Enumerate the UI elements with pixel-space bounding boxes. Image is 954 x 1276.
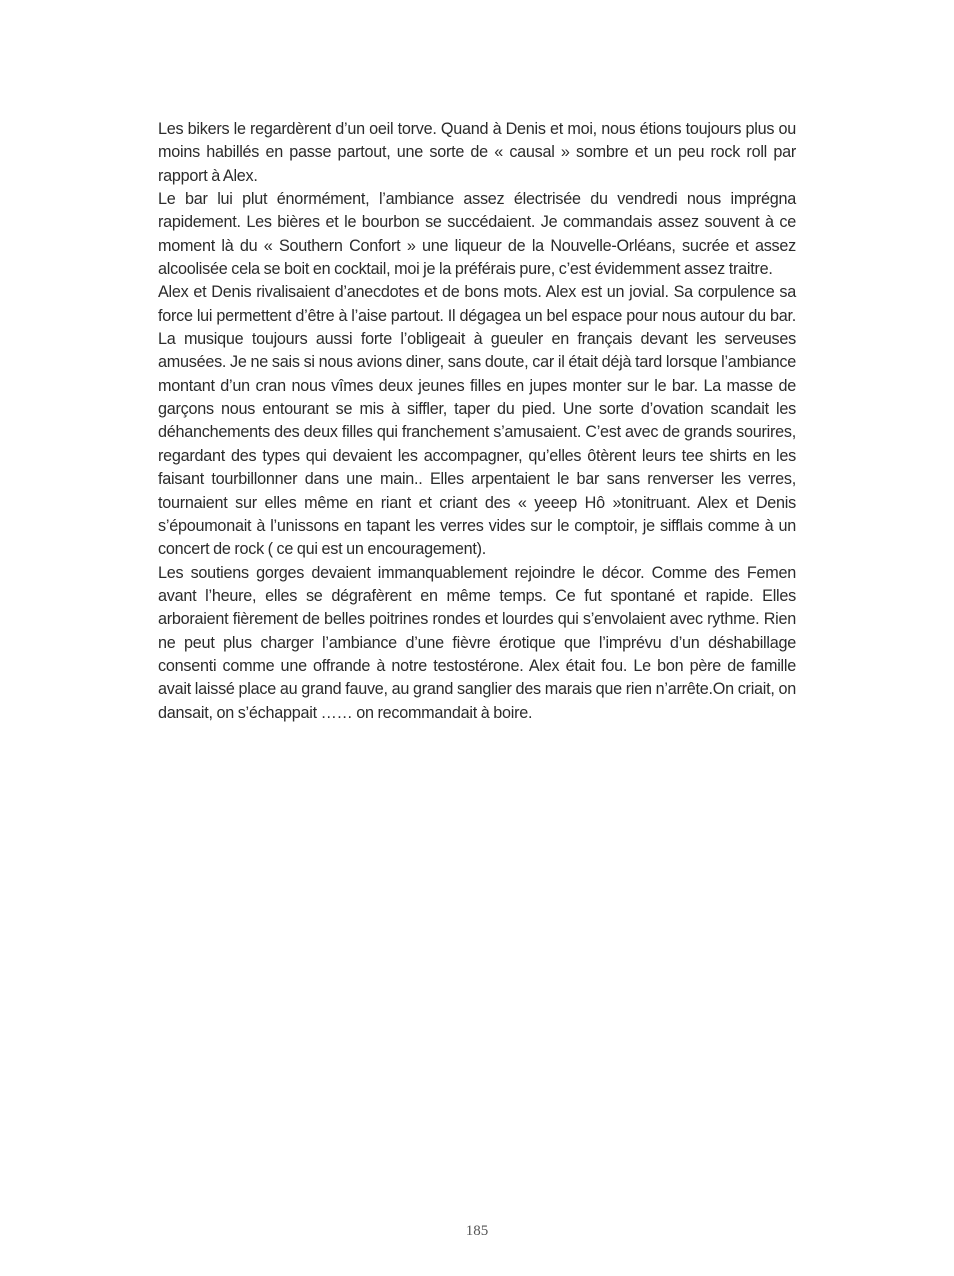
- page-number: 185: [465, 1223, 489, 1239]
- paragraph-bar: Le bar lui plut énormément, l’ambiance assez électrisée du vendredi nous imprégna rapidement. Les bières et le bourbon se succédaient. Je commandais assez souvent à ce moment là du « Southern Confort » une liqueur de la Nouvelle-Orléans, sucrée et assez alcoolisée cela se boit en cocktail, moi je la préférais pure, c’est évidemment assez traitre.: [158, 190, 796, 279]
- paragraph-soutiens-gorges: Les soutiens gorges devaient immanquablement rejoindre le décor. Comme des Femen avant l’heure, elles se dégrafèrent en même temps. Ce fut spontané et rapide. Elles arboraient fièrement de belles poitrines rondes et lourdes qui s’envolaient avec rythme. Rien ne peut plus charger l’ambiance d’une fièvre érotique que l’imprévu d’un déshabillage consenti comme une offrande à notre testostérone. Alex était fou. Le bon père de famille avait laissé place au grand fauve, au grand sanglier des marais que rien n’arrête.On criait, on dansait, on s’échappait …… on recommandait à boire.: [158, 563, 796, 722]
- paragraph-bikers: Les bikers le regardèrent d’un oeil torve. Quand à Denis et moi, nous étions toujours plus ou moins habillés en passe partout, une sorte de « causal » sombre et un peu rock roll par rapport à Alex.: [158, 120, 796, 185]
- body-text: [158, 118, 796, 725]
- paragraph-anecdotes: Alex et Denis rivalisaient d’anecdotes et de bons mots. Alex est un jovial. Sa corpulence sa force lui permettent d’être à l’aise partout. Il dégagea un bel espace pour nous autour du bar. La musique toujours aussi forte l’obligeait à gueuler en français devant les serveuses amusées. Je ne sais si nous avions diner, sans doute, car il était déjà tard lorsque l’ambiance montant d’un cran nous vîmes deux jeunes filles en jupes monter sur le bar. La masse de garçons nous entourant se mis à siffler, taper du pied. Une sorte d’ovation scandait les déhanchements des deux filles qui franchement s’amusaient. C’est avec de grands sourires, regardant des types qui devaient les accompagner, qu’elles ôtèrent leurs tee shirts en les faisant tourbillonner dans une main.. Elles arpentaient le bar sans renverser les verres, tournaient sur elles même en riant et criant des « yeeep Hô »tonitruant. Alex et Denis s’époumonait à l’unissons en tapant les verres vides sur le comptoir, je sifflais comme à un concert de rock ( ce qui est un encouragement).: [158, 283, 796, 559]
